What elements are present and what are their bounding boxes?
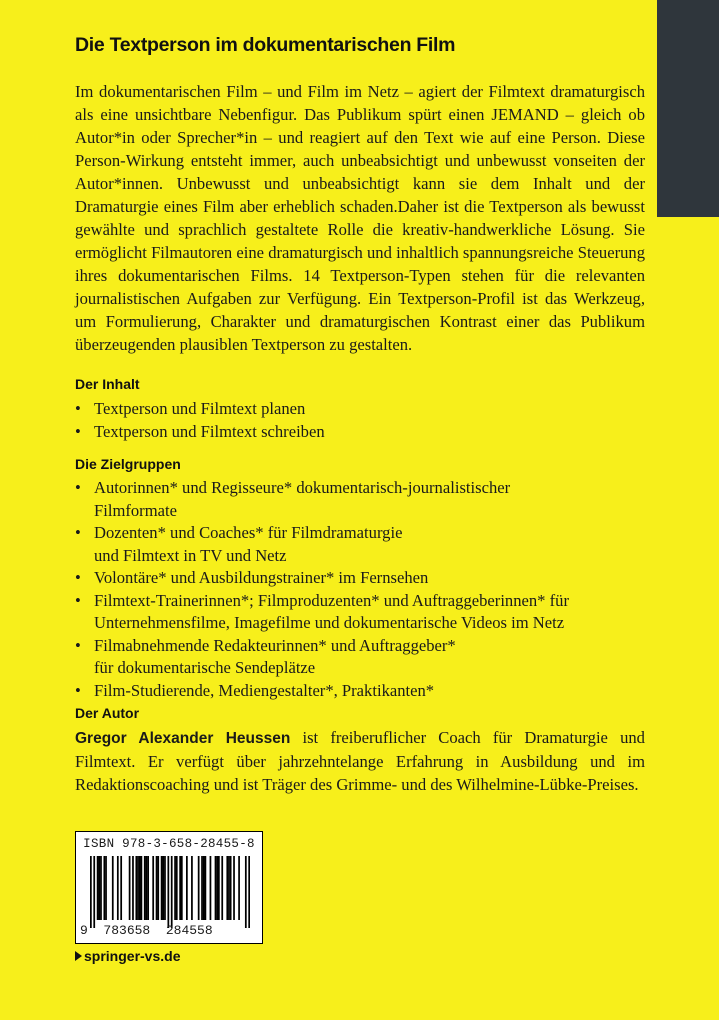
barcode-bar <box>152 856 154 920</box>
barcode-bar <box>129 856 131 920</box>
barcode-bar <box>105 856 107 920</box>
barcode-bar <box>198 856 200 920</box>
barcode-bar <box>226 856 228 920</box>
barcode-bar <box>100 856 102 920</box>
barcode-bar <box>135 856 137 920</box>
barcode-bar <box>181 856 183 920</box>
barcode-bar <box>98 856 100 920</box>
barcode-bar <box>137 856 139 920</box>
autor-heading: Der Autor <box>75 705 140 721</box>
barcode-bar <box>132 856 134 920</box>
barcode-bar <box>238 856 240 920</box>
barcode-bar <box>230 856 232 920</box>
barcode-bar <box>203 856 205 920</box>
barcode-bar <box>97 856 99 920</box>
zielgruppen-list <box>75 477 645 702</box>
barcode-bar <box>218 856 220 920</box>
barcode-bar <box>161 856 163 920</box>
barcode-bar <box>233 856 235 920</box>
barcode-bar <box>215 856 217 920</box>
barcode-bar <box>191 856 193 920</box>
website-link[interactable]: springer-vs.de <box>84 948 181 964</box>
publisher-website[interactable] <box>75 948 180 964</box>
barcode-bar <box>216 856 218 920</box>
isbn-barcode <box>75 831 263 944</box>
barcode-bar <box>221 856 223 920</box>
barcode-bar <box>147 856 149 920</box>
zielgruppen-heading: Die Zielgruppen <box>75 456 181 472</box>
list-item: • Textperson und Filmtext planen <box>75 398 645 421</box>
list-item: • Volontäre* und Ausbildungstrainer* im Fernsehen <box>75 567 645 590</box>
intro-paragraph: Im dokumentarischen Film – und Film im Netz – agiert der Filmtext dramaturgisch als eine unsichtbare Nebenfigur. Das Publikum spürt einen JEMAND – gleich ob Autor*in oder Sprecher*in – und reagiert auf den Text wie auf eine Person. Diese Person-Wirkung entsteht immer, auch unbeabsichtigt und unbewusst vonseiten der Autor*innen. Unbewusst und unbeabsichtigt kann sie dem Inhalt und der Dramaturgie eines Film aber erheblich schaden.Daher ist die Textperson als bewusst gewählte und sprachlich gestaltete Rolle die kreativ-handwerkliche Lösung. Sie ermöglicht Filmautoren eine dramaturgisch und inhaltlich spannungsreiche Steuerung ihres dokumentarischen Films. 14 Textperson-Typen stehen für die relevanten journalistischen Aufgaben zur Verfügung. Ein Textperson-Profil ist das Werkzeug, um Formulierung, Charakter und dramaturgischen Kontrast einer das Publikum überzeugenden plausiblen Textperson zu gestalten. <box>75 82 645 354</box>
barcode-bar <box>144 856 146 920</box>
barcode-bar <box>157 856 159 920</box>
list-item: • Textperson und Filmtext schreiben <box>75 421 645 444</box>
barcode-bar <box>205 856 207 920</box>
barcode-bar <box>120 856 122 920</box>
barcode-bar <box>117 856 119 920</box>
barcode-left-digits: 783658 <box>103 923 151 938</box>
barcode-right-digits: 284558 <box>165 923 213 938</box>
barcode-bars <box>90 856 250 928</box>
inhalt-list <box>75 398 645 443</box>
barcode-bar <box>245 856 247 928</box>
barcode-bar <box>141 856 143 920</box>
barcode-bar <box>228 856 230 920</box>
barcode-bar <box>210 856 212 920</box>
book-title: Die Textperson im dokumentarischen Film <box>75 34 456 56</box>
barcode-bar <box>167 856 169 928</box>
author-name: Gregor Alexander Heussen <box>75 730 291 747</box>
spine-color-tab <box>657 0 719 217</box>
author-bio <box>75 726 645 796</box>
isbn-label: ISBN 978-3-658-28455-8 <box>83 837 255 851</box>
barcode-bar <box>164 856 166 920</box>
barcode-bar <box>112 856 114 920</box>
barcode-bar <box>162 856 164 920</box>
barcode-bar <box>176 856 178 920</box>
barcode-bar <box>248 856 250 928</box>
list-item: • Film-Studierende, Mediengestalter*, Praktikanten* <box>75 680 645 703</box>
list-item: • Filmtext-Trainerinnen*; Filmproduzenten* und Auftraggeberinnen* für Unternehmensfilme, Imagefilme und dokumentarische Videos im Netz <box>75 590 645 635</box>
arrow-right-icon <box>75 951 82 961</box>
barcode-bar <box>156 856 158 920</box>
barcode-bar <box>174 856 176 920</box>
list-item: • Autorinnen* und Regisseure* dokumentarisch-journalistischer Filmformate <box>75 477 645 522</box>
list-item: • Filmabnehmende Redakteurinnen* und Auftraggeber* für dokumentarische Sendeplätze <box>75 635 645 680</box>
barcode-bar <box>139 856 141 920</box>
barcode-bar <box>93 856 95 928</box>
barcode-lead-digit: 9 <box>80 923 88 938</box>
barcode-bar <box>103 856 105 920</box>
barcode-bar <box>171 856 173 928</box>
barcode-bar <box>146 856 148 920</box>
barcode-bar <box>186 856 188 920</box>
barcode-digits <box>80 923 213 938</box>
inhalt-heading: Der Inhalt <box>75 376 140 392</box>
list-item: • Dozenten* und Coaches* für Filmdramaturgie und Filmtext in TV und Netz <box>75 522 645 567</box>
barcode-bar <box>90 856 92 928</box>
author-bio-text: ist freiberuflicher Coach für Dramaturgie und Filmtext. Er verfügt über jahrzehntelange Erfahrung in Ausbildung und im Redaktionscoaching und ist Träger des Grimme- und des Wilhelmine-Lübke-Preises. <box>75 728 645 794</box>
barcode-bar <box>201 856 203 920</box>
barcode-bar <box>179 856 181 920</box>
